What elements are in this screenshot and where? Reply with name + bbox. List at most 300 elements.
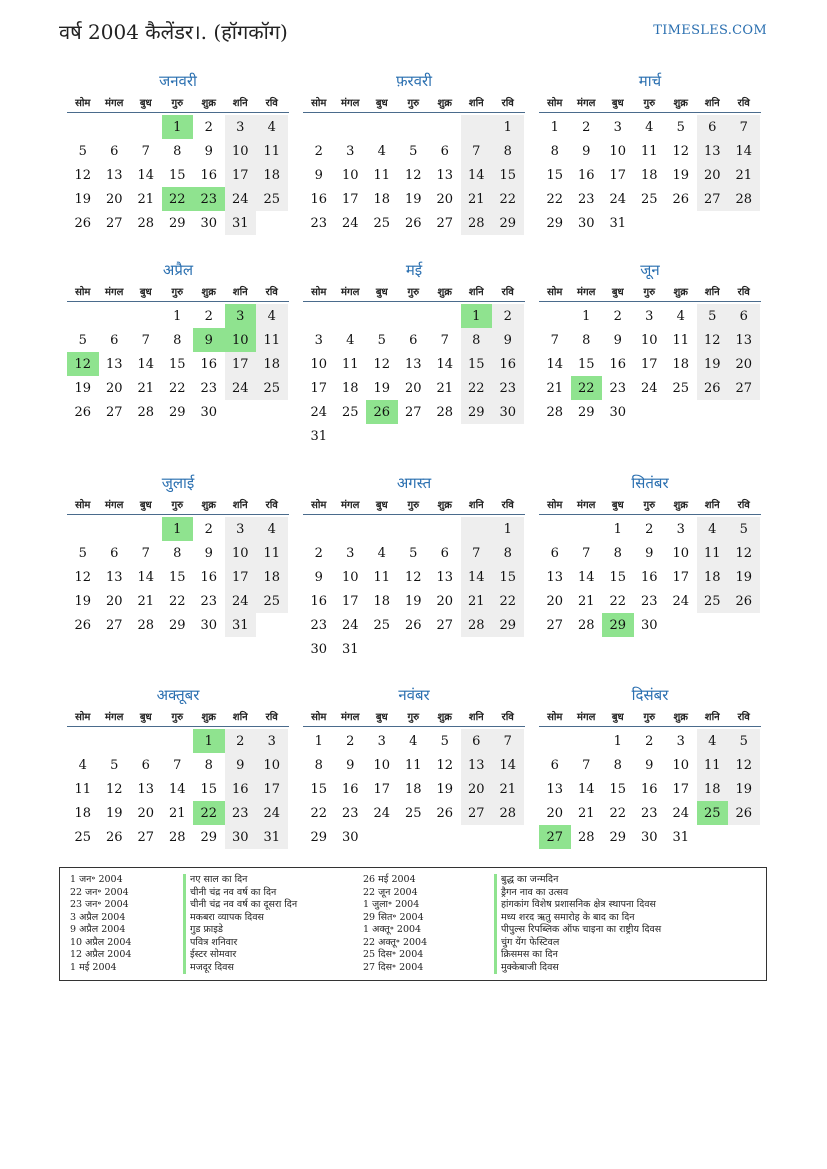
day-cell: 11 [74,781,92,797]
day-cell: 29 [168,215,186,231]
day-cell: 19 [728,777,760,801]
empty-cell [398,517,430,541]
weekday-label: शुक्र [673,98,688,109]
day-cell: 23 [492,376,524,400]
day-cell: 28 [577,617,595,633]
day-cell: 2 [645,733,654,749]
empty-cell [162,729,194,753]
day-cell: 19 [404,191,422,207]
day-cell: 31 [225,613,257,637]
day-grid [67,517,289,637]
day-cell: 13 [137,781,155,797]
day-cell: 6 [141,757,150,773]
day-cell: 1 [492,115,524,139]
day-cell: 6 [461,729,493,753]
day-cell: 10 [672,757,690,773]
day-cell: 3 [256,729,288,753]
weekday-label: शनि [468,287,484,298]
holiday-name: पीपुल्स रिपब्लिक ऑफ चाइना का राष्ट्रीय दिवस [494,924,661,937]
empty-cell [99,115,131,139]
weekday-label: बुध [611,712,624,723]
month-name: सितंबर [631,474,669,492]
day-cell: 30 [200,215,218,231]
month-name: अक्तूबर [156,686,200,704]
day-cell: 24 [225,589,257,613]
day-cell: 20 [728,352,760,376]
day-cell: 8 [173,332,182,348]
day-cell: 24 [672,805,690,821]
weekday-label: शनि [704,98,720,109]
holiday-name: बुद्ध का जन्मदिन [494,874,661,887]
day-cell: 13 [105,569,123,585]
day-cell: 4 [697,517,729,541]
weekday-label: रवि [265,712,278,723]
holiday-day-cell: 29 [602,613,634,637]
day-cell: 31 [341,641,359,657]
day-cell: 18 [74,805,92,821]
weekday-label: गुरु [407,500,420,511]
weekday-label: गुरु [171,712,184,723]
day-cell: 28 [546,404,564,420]
day-grid [303,517,525,661]
day-cell: 11 [697,541,729,565]
empty-cell [571,517,603,541]
day-cell: 22 [609,593,627,609]
weekday-header [539,706,761,727]
holiday-name: हांगकांग विशेष प्रशासनिक क्षेत्र स्थापना दिवस [494,899,661,912]
weekday-label: शनि [232,712,248,723]
day-cell: 26 [74,215,92,231]
day-cell: 17 [341,191,359,207]
weekday-label: रवि [265,500,278,511]
holiday-day-cell: 23 [193,187,225,211]
month-name: अगस्त [396,474,432,492]
day-cell: 14 [137,569,155,585]
day-cell: 8 [613,757,622,773]
weekday-label: रवि [737,712,750,723]
day-cell: 7 [492,729,524,753]
day-cell: 3 [676,521,685,537]
day-cell: 21 [546,380,564,396]
weekday-label: बुध [139,287,152,298]
day-cell: 12 [728,541,760,565]
day-cell: 4 [78,757,87,773]
empty-cell [539,729,571,753]
day-cell: 9 [645,757,654,773]
holiday-name: ईस्टर सोमवार [183,949,297,962]
holiday-day-cell: 22 [162,187,194,211]
day-cell: 17 [225,163,257,187]
day-cell: 17 [225,565,257,589]
weekday-label: शुक्र [673,712,688,723]
day-cell: 11 [697,753,729,777]
day-cell: 8 [314,757,323,773]
day-cell: 19 [697,352,729,376]
day-cell: 5 [409,143,418,159]
month-name: मई [405,261,423,279]
day-cell: 17 [609,167,627,183]
day-grid [303,115,525,235]
day-cell: 30 [200,617,218,633]
day-cell: 23 [200,380,218,396]
holiday-dates-left [70,874,131,974]
holiday-name: मध्य शरद ऋतु समारोह के बाद का दिन [494,912,661,925]
weekday-label: शनि [232,98,248,109]
day-cell: 23 [200,593,218,609]
empty-cell [303,115,335,139]
month-name: मार्च [638,72,662,90]
day-cell: 11 [341,356,359,372]
day-cell: 28 [461,613,493,637]
day-cell: 16 [577,167,595,183]
day-cell: 21 [461,187,493,211]
day-cell: 29 [492,211,524,235]
day-cell: 22 [461,376,493,400]
day-cell: 30 [225,825,257,849]
day-cell: 12 [697,328,729,352]
weekday-label: बुध [375,500,388,511]
day-cell: 15 [577,356,595,372]
weekday-label: शनि [704,712,720,723]
weekday-label: सोम [311,287,327,298]
empty-cell [130,115,162,139]
day-cell: 18 [256,163,288,187]
day-grid [303,304,525,448]
day-cell: 6 [110,143,119,159]
holiday-name: क्रिसमस का दिन [494,949,661,962]
day-cell: 26 [404,215,422,231]
day-cell: 14 [137,167,155,183]
day-cell: 30 [577,215,595,231]
day-cell: 15 [492,163,524,187]
weekday-label: सोम [311,712,327,723]
weekday-label: सोम [547,287,563,298]
holiday-date: 9 अप्रैल 2004 [70,924,126,935]
day-cell: 22 [492,187,524,211]
day-cell: 14 [577,781,595,797]
day-cell: 2 [645,521,654,537]
day-cell: 11 [373,569,391,585]
weekday-label: गुरु [407,98,420,109]
weekday-label: रवि [737,98,750,109]
day-cell: 7 [582,545,591,561]
day-cell: 31 [672,829,690,845]
day-cell: 17 [310,380,328,396]
day-cell: 23 [310,215,328,231]
day-cell: 28 [728,187,760,211]
day-cell: 11 [256,139,288,163]
day-cell: 5 [377,332,386,348]
day-cell: 3 [645,308,654,324]
weekday-header [539,494,761,515]
month-name: नवंबर [398,686,430,704]
day-cell: 28 [137,617,155,633]
day-cell: 26 [74,404,92,420]
weekday-label: गुरु [643,98,656,109]
day-cell: 7 [173,757,182,773]
empty-cell [303,517,335,541]
day-cell: 27 [728,376,760,400]
holiday-day-cell: 1 [193,729,225,753]
day-cell: 11 [256,541,288,565]
page-title: वर्ष 2004 कैलेंडर।. (हॉगकॉग) [59,20,288,44]
holiday-date: 1 जन॰ 2004 [70,874,123,885]
holiday-date: 25 दिस॰ 2004 [363,949,424,960]
day-cell: 19 [373,380,391,396]
month-name: अप्रैल [162,261,194,279]
holiday-date: 1 अक्तू॰ 2004 [363,924,422,935]
holiday-day-cell: 1 [461,304,493,328]
weekday-label: मंगल [577,287,596,298]
day-cell: 30 [609,404,627,420]
day-cell: 27 [105,215,123,231]
day-cell: 1 [550,119,559,135]
day-cell: 3 [225,115,257,139]
day-cell: 16 [225,777,257,801]
empty-cell [539,517,571,541]
day-cell: 15 [168,569,186,585]
weekday-label: सोम [311,500,327,511]
day-cell: 9 [645,545,654,561]
day-cell: 16 [310,593,328,609]
day-cell: 8 [492,139,524,163]
day-cell: 19 [436,781,454,797]
day-cell: 23 [609,380,627,396]
day-cell: 28 [436,404,454,420]
weekday-label: गुरु [407,712,420,723]
day-cell: 25 [672,380,690,396]
day-cell: 24 [640,380,658,396]
day-cell: 20 [697,163,729,187]
holiday-date: 23 जन॰ 2004 [70,899,129,910]
weekday-header [303,706,525,727]
day-grid [303,729,525,849]
weekday-label: मंगल [105,500,124,511]
holiday-day-cell: 10 [225,328,257,352]
day-cell: 10 [225,541,257,565]
month-calendar [67,684,289,849]
day-grid [67,304,289,424]
day-cell: 5 [78,545,87,561]
day-cell: 15 [168,167,186,183]
month-name: जुलाई [161,474,195,492]
day-cell: 27 [137,829,155,845]
day-cell: 16 [640,781,658,797]
day-cell: 27 [697,187,729,211]
day-cell: 21 [577,593,595,609]
day-cell: 26 [105,829,123,845]
day-cell: 7 [141,143,150,159]
weekday-label: रवि [501,287,514,298]
day-cell: 8 [204,757,213,773]
day-cell: 8 [613,545,622,561]
holiday-date: 1 मई 2004 [70,961,117,973]
day-cell: 19 [74,191,92,207]
day-cell: 5 [78,143,87,159]
weekday-label: शुक्र [201,500,216,511]
holiday-name: चीनी चंद्र नव वर्ष का दूसरा दिन [183,899,297,912]
day-cell: 14 [461,565,493,589]
weekday-label: बुध [375,287,388,298]
empty-cell [67,517,99,541]
day-cell: 4 [346,332,355,348]
day-cell: 21 [137,191,155,207]
day-cell: 27 [461,801,493,825]
day-cell: 2 [204,119,213,135]
day-cell: 16 [341,781,359,797]
holiday-date: 22 जून 2004 [363,886,418,898]
day-cell: 9 [582,143,591,159]
day-cell: 7 [141,545,150,561]
day-cell: 8 [492,541,524,565]
empty-cell [303,304,335,328]
weekday-label: शनि [704,500,720,511]
day-cell: 11 [373,167,391,183]
weekday-label: शुक्र [201,98,216,109]
brand-link[interactable]: TIMESLES.COM [653,23,767,38]
day-cell: 23 [640,593,658,609]
day-cell: 13 [697,139,729,163]
day-cell: 29 [200,829,218,845]
day-cell: 6 [728,304,760,328]
holiday-name: ड्रैगन नाव का उत्सव [494,887,661,900]
weekday-label: शनि [468,712,484,723]
holiday-names-left [183,874,297,974]
day-cell: 24 [373,805,391,821]
day-cell: 29 [609,829,627,845]
day-cell: 2 [204,308,213,324]
day-cell: 10 [640,332,658,348]
weekday-label: गुरु [171,98,184,109]
day-cell: 9 [613,332,622,348]
day-cell: 26 [672,191,690,207]
day-cell: 30 [310,641,328,657]
day-cell: 17 [672,781,690,797]
day-cell: 28 [137,404,155,420]
day-cell: 7 [550,332,559,348]
month-calendar [539,259,761,424]
day-cell: 25 [256,376,288,400]
day-cell: 14 [577,569,595,585]
day-cell: 4 [256,115,288,139]
day-cell: 23 [640,805,658,821]
weekday-label: बुध [139,712,152,723]
weekday-label: मंगल [341,98,360,109]
weekday-label: गुरु [643,287,656,298]
day-cell: 19 [105,805,123,821]
day-cell: 1 [492,517,524,541]
day-cell: 20 [404,380,422,396]
day-cell: 26 [728,589,760,613]
day-cell: 18 [640,167,658,183]
day-cell: 15 [609,569,627,585]
holiday-day-cell: 9 [193,328,225,352]
day-grid [539,517,761,637]
weekday-label: बुध [375,98,388,109]
weekday-label: गुरु [643,500,656,511]
holiday-date: 12 अप्रैल 2004 [70,949,132,960]
day-cell: 12 [105,781,123,797]
day-cell: 13 [436,569,454,585]
weekday-label: सोम [547,712,563,723]
day-cell: 12 [74,569,92,585]
day-cell: 20 [105,191,123,207]
holiday-name: मकबरा व्यापक दिवस [183,912,297,925]
day-cell: 8 [173,545,182,561]
day-cell: 9 [225,753,257,777]
day-cell: 2 [613,308,622,324]
day-cell: 17 [256,777,288,801]
day-cell: 19 [404,593,422,609]
day-cell: 22 [546,191,564,207]
weekday-label: बुध [611,500,624,511]
day-cell: 15 [609,781,627,797]
day-cell: 5 [697,304,729,328]
month-calendar [67,259,289,424]
day-cell: 4 [676,308,685,324]
day-cell: 9 [346,757,355,773]
empty-cell [539,304,571,328]
day-cell: 20 [436,593,454,609]
day-cell: 27 [404,404,422,420]
day-cell: 21 [168,805,186,821]
month-calendar [303,472,525,661]
holiday-name: मुक्केबाजी दिवस [494,962,661,975]
day-cell: 28 [461,211,493,235]
weekday-label: शुक्र [673,500,688,511]
day-cell: 20 [461,777,493,801]
day-cell: 24 [256,801,288,825]
weekday-label: सोम [75,500,91,511]
day-cell: 12 [672,143,690,159]
day-cell: 6 [550,545,559,561]
day-cell: 29 [577,404,595,420]
day-cell: 25 [341,404,359,420]
day-cell: 3 [613,119,622,135]
weekday-label: सोम [75,287,91,298]
day-cell: 30 [492,400,524,424]
day-cell: 6 [409,332,418,348]
day-cell: 5 [728,729,760,753]
weekday-label: रवि [737,287,750,298]
day-cell: 4 [256,304,288,328]
empty-cell [99,729,131,753]
day-cell: 26 [436,805,454,821]
weekday-header [303,494,525,515]
day-cell: 21 [436,380,454,396]
weekday-label: मंगल [341,287,360,298]
month-name: जनवरी [159,72,197,90]
weekday-label: शनि [704,287,720,298]
weekday-label: बुध [139,98,152,109]
day-cell: 24 [609,191,627,207]
weekday-label: बुध [611,98,624,109]
holiday-date: 22 जन॰ 2004 [70,886,129,898]
weekday-label: रवि [501,98,514,109]
day-cell: 25 [373,215,391,231]
holiday-date: 26 मई 2004 [363,874,416,885]
day-cell: 15 [492,565,524,589]
day-grid [539,729,761,849]
day-grid [67,115,289,235]
day-cell: 26 [74,617,92,633]
holiday-list [59,867,767,981]
day-cell: 29 [168,617,186,633]
day-cell: 21 [577,805,595,821]
day-cell: 2 [225,729,257,753]
weekday-label: गुरु [171,500,184,511]
day-cell: 12 [373,356,391,372]
